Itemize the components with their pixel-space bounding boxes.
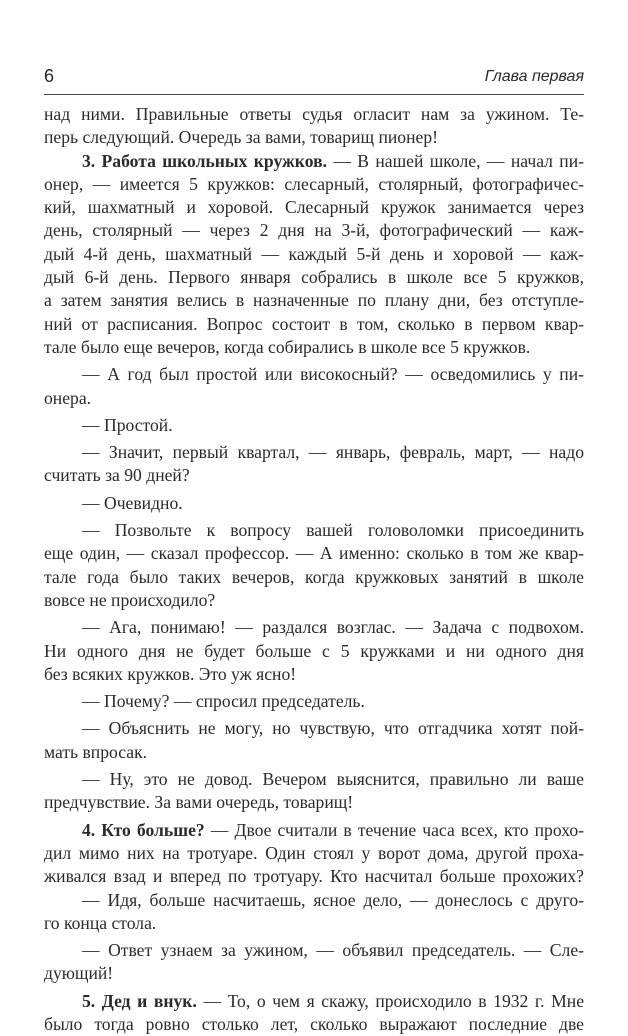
text-line: день, столярный — через 2 дня на 3-й, фотографический — каж-	[44, 220, 584, 241]
text-line: кий, шахматный и хоровой. Слесарный кружок занимается через	[44, 197, 584, 218]
dialogue-line: — Ну, это не довод. Вечером выяснится, правильно ли ваше	[82, 769, 584, 790]
text-line: мать впросак.	[44, 741, 148, 762]
problem-3-heading-line: 3. Работа школьных кружков. — В нашей школе, — начал пи-	[82, 150, 584, 171]
text-line: Ни одного дня не будет больше с 5 кружками и ни одного дня	[44, 640, 584, 661]
text-line: перь следующий. Очередь за вами, товарищ пионер!	[44, 127, 438, 148]
text-line: дующий!	[44, 963, 114, 984]
running-header	[44, 64, 584, 95]
text-line: дый 4-й день, шахматный — каждый 5-й день и хоровой — каж-	[44, 243, 584, 264]
text-line: предчувствие. За вами очередь, товарищ!	[44, 792, 354, 813]
problem-5-title: 5. Дед и внук.	[82, 990, 197, 1011]
text-line: над ними. Правильные ответы судья огласит нам за ужином. Те-	[44, 104, 584, 124]
dialogue-line: — Значит, первый квартал, — январь, февраль, март, — надо	[82, 442, 584, 463]
dialogue-line: — Простой.	[82, 414, 173, 435]
dialogue-line: — Ответ узнаем за ужином, — объявил председатель. — Сле-	[82, 940, 584, 961]
problem-5-heading-line: 5. Дед и внук. — То, о чем я скажу, происходило в 1932 г. Мне	[82, 990, 584, 1011]
text-line: тале было еще вечеров, когда собирались в школе все 5 кружков.	[44, 336, 531, 357]
dialogue-line: — Объяснить не могу, но чувствую, что отгадчика хотят пой-	[82, 718, 584, 739]
text-line: было тогда ровно столько лет, сколько выражают последние две	[44, 1013, 584, 1034]
text-line: ний от расписания. Вопрос состоит в том, сколько в первом квар-	[44, 313, 584, 334]
text-line: го конца стола.	[44, 912, 157, 933]
text-line: дый 6-й день. Первого января собрались в школе все 5 кружков,	[44, 267, 584, 288]
problem-4-heading-line: 4. Кто больше? — Двое считали в течение часа всех, кто прохо-	[82, 819, 584, 840]
text-line: онер, — имеется 5 кружков: слесарный, столярный, фотографичес-	[44, 173, 584, 194]
dialogue-line: — Идя, больше насчитаешь, ясное дело, — донеслось с друго-	[82, 889, 584, 910]
text-line: дил мимо них на тротуаре. Один стоял у ворот дома, другой проха-	[44, 842, 584, 863]
dialogue-line: — Позвольте к вопросу вашей головоломки присоединить	[82, 520, 584, 541]
body-text	[44, 103, 584, 1036]
problem-4-title: 4. Кто больше?	[82, 819, 205, 840]
text-line: считать за 90 дней?	[44, 465, 190, 486]
book-page	[44, 0, 584, 1034]
text-line: живался взад и вперед по тротуару. Кто насчитал больше прохожих?	[44, 866, 584, 887]
text-line: а затем занятия велись в назначенные по плану дни, без отступле-	[44, 290, 584, 311]
text-line: еще один, — сказал профессор. — А именно: сколько в том же квар-	[44, 543, 584, 564]
dialogue-line: — Очевидно.	[82, 492, 183, 513]
text-line: без всяких кружков. Это уж ясно!	[44, 663, 297, 684]
page-number: 6	[44, 66, 55, 86]
text-line: вовсе не происходило?	[44, 589, 216, 610]
dialogue-line: — Ага, понимаю! — раздался возглас. — Задача с подвохом.	[82, 617, 584, 638]
dialogue-line: — Почему? — спросил председатель.	[82, 691, 365, 712]
problem-3-title: 3. Работа школьных кружков.	[82, 150, 327, 171]
chapter-title: Глава первая	[484, 68, 584, 85]
text-line: тале года было таких вечеров, когда кружковых занятий в школе	[44, 566, 584, 587]
text-line: онера.	[44, 387, 92, 408]
dialogue-line: — А год был простой или високосный? — осведомились у пи-	[82, 364, 584, 385]
